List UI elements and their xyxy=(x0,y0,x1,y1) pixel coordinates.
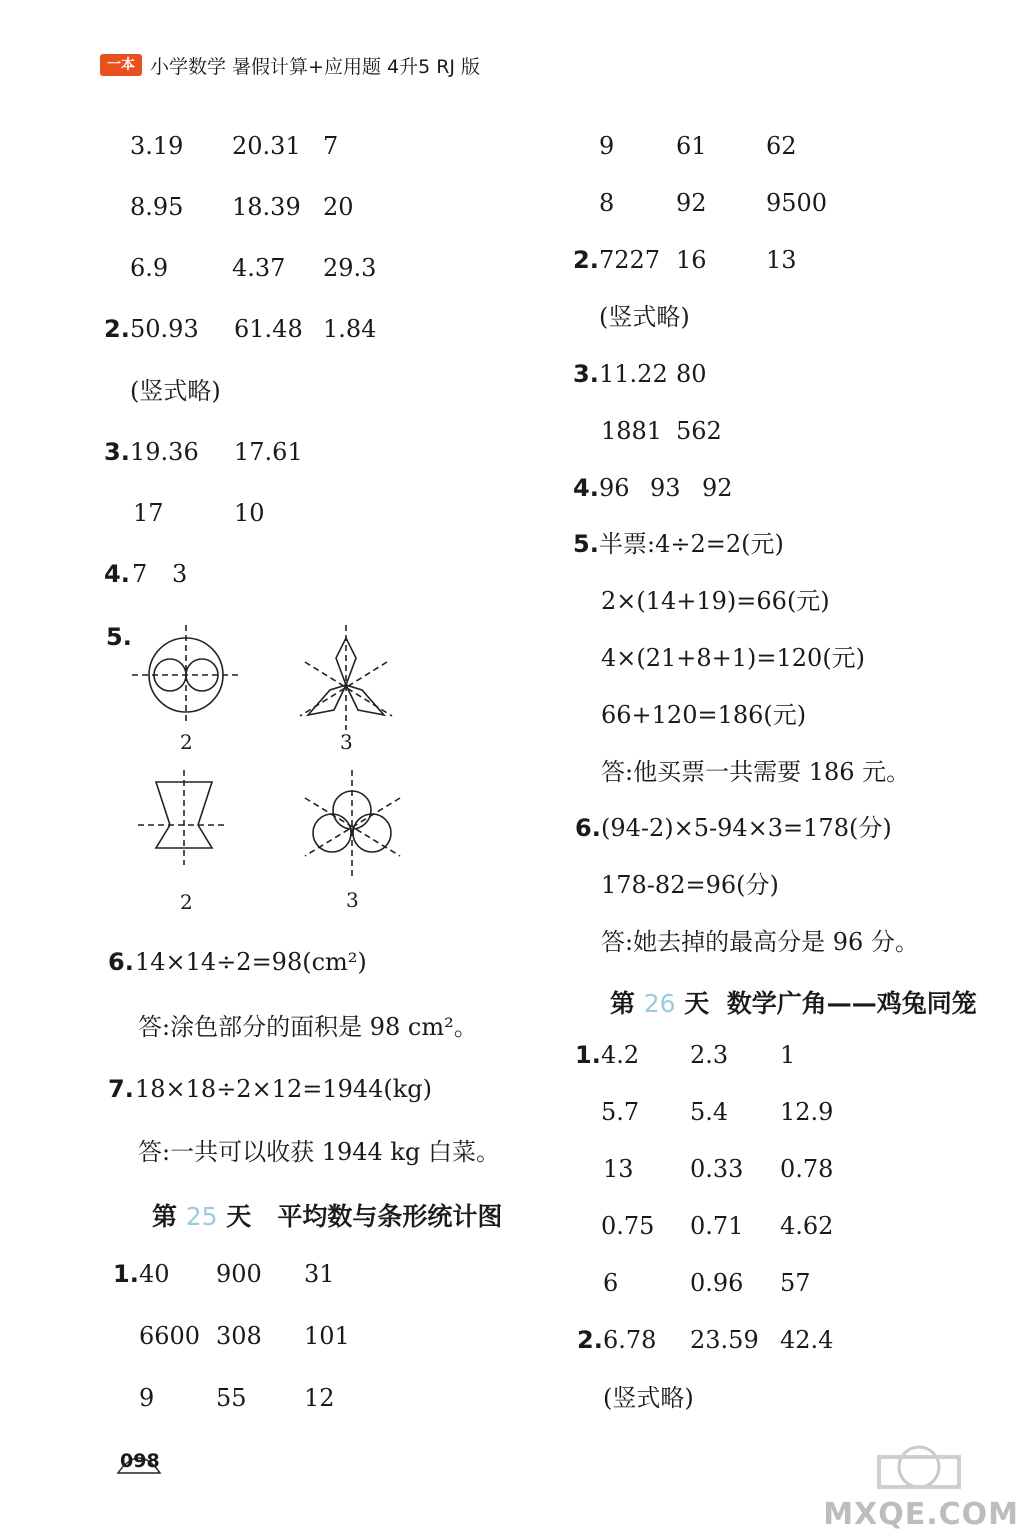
equation: 66+120=186(元) xyxy=(601,701,807,729)
answer-cell: 8 xyxy=(599,189,615,217)
answer-cell: 20.31 xyxy=(232,132,301,160)
question-number: 2. xyxy=(577,1326,603,1354)
question-number: 2. xyxy=(104,315,130,343)
equation: 18×18÷2×12=1944(kg) xyxy=(135,1075,433,1103)
answer-cell: 31 xyxy=(304,1260,335,1288)
figure-hourglass xyxy=(138,770,228,865)
figure-label: 2 xyxy=(180,730,193,754)
figure-label: 3 xyxy=(346,888,359,912)
answer-cell: 7 xyxy=(323,132,339,160)
answer-cell: 17.61 xyxy=(234,438,303,466)
answer-cell: 61 xyxy=(676,132,707,160)
answer-cell: 0.33 xyxy=(690,1155,744,1183)
header-title: 小学数学 暑假计算+应用题 4升5 RJ 版 xyxy=(150,56,481,78)
answer-sentence: 答:涂色部分的面积是 98 cm²。 xyxy=(138,1013,478,1041)
equation: 4×(21+8+1)=120(元) xyxy=(601,644,866,672)
answer-cell: 92 xyxy=(702,474,733,502)
answer-cell: 50.93 xyxy=(130,315,199,343)
answer-cell: 10 xyxy=(234,499,265,527)
answer-sentence: 答:她去掉的最高分是 96 分。 xyxy=(601,928,919,956)
answer-cell: 93 xyxy=(650,474,681,502)
question-number: 1. xyxy=(575,1041,601,1069)
answer-cell: 5.4 xyxy=(690,1098,729,1126)
note-text: (竖式略) xyxy=(130,377,221,405)
figure-label: 3 xyxy=(340,730,353,754)
answer-cell: 1.84 xyxy=(323,315,377,343)
question-number: 1. xyxy=(113,1260,139,1288)
answer-cell: 4.37 xyxy=(232,254,286,282)
answer-cell: 2.3 xyxy=(690,1041,729,1069)
answer-cell: 1881 xyxy=(601,417,663,445)
answer-cell: 29.3 xyxy=(323,254,377,282)
question-number: 3. xyxy=(573,360,599,388)
answer-cell: 40 xyxy=(139,1260,170,1288)
figure-three-kites xyxy=(300,625,392,730)
answer-cell: 562 xyxy=(676,417,722,445)
answer-cell: 3 xyxy=(172,560,188,588)
question-number: 3. xyxy=(104,438,130,466)
page-number: 098 xyxy=(120,1450,160,1472)
equation: (94-2)×5-94×3=178(分) xyxy=(601,814,892,842)
watermark-graphic-icon xyxy=(859,1417,979,1507)
equation: 半票:4÷2=2(元) xyxy=(599,530,784,558)
answer-cell: 57 xyxy=(780,1269,811,1297)
answer-cell: 20 xyxy=(323,193,354,221)
question-number: 7. xyxy=(108,1075,134,1103)
answer-cell: 11.22 xyxy=(599,360,668,388)
answer-cell: 62 xyxy=(766,132,797,160)
equation: 178-82=96(分) xyxy=(601,871,779,899)
answer-cell: 1 xyxy=(780,1041,796,1069)
symmetry-figures xyxy=(120,620,420,920)
answer-sentence: 答:他买票一共需要 186 元。 xyxy=(601,758,911,786)
answer-cell: 0.78 xyxy=(780,1155,834,1183)
answer-cell: 9 xyxy=(139,1384,155,1412)
answer-cell: 23.59 xyxy=(690,1326,759,1354)
answer-cell: 17 xyxy=(133,499,164,527)
answer-cell: 61.48 xyxy=(234,315,303,343)
answer-cell: 308 xyxy=(216,1322,262,1350)
note-text: (竖式略) xyxy=(603,1384,694,1412)
section-heading-day26: 第 26 天 数学广角——鸡兔同笼 xyxy=(610,989,977,1018)
answer-cell: 4.62 xyxy=(780,1212,834,1240)
answer-cell: 7227 xyxy=(599,246,661,274)
answer-cell: 55 xyxy=(216,1384,247,1412)
answer-cell: 92 xyxy=(676,189,707,217)
answer-cell: 12 xyxy=(304,1384,335,1412)
answer-cell: 12.9 xyxy=(780,1098,834,1126)
figure-label: 2 xyxy=(180,890,193,914)
answer-cell: 19.36 xyxy=(130,438,199,466)
question-number: 6. xyxy=(108,948,134,976)
answer-cell: 6.9 xyxy=(130,254,169,282)
answer-cell: 13 xyxy=(766,246,797,274)
answer-cell: 900 xyxy=(216,1260,262,1288)
answer-cell: 0.71 xyxy=(690,1212,744,1240)
equation: 2×(14+19)=66(元) xyxy=(601,587,830,615)
answer-cell: 8.95 xyxy=(130,193,184,221)
brand-logo: 一本 xyxy=(100,54,142,76)
answer-cell: 6600 xyxy=(139,1322,201,1350)
answer-cell: 18.39 xyxy=(232,193,301,221)
answer-sentence: 答:一共可以收获 1944 kg 白菜。 xyxy=(138,1138,500,1166)
question-number: 5. xyxy=(106,623,132,651)
answer-cell: 4.2 xyxy=(601,1041,640,1069)
figure-circle-two-circles xyxy=(132,625,238,722)
answer-cell: 13 xyxy=(603,1155,634,1183)
note-text: (竖式略) xyxy=(599,303,690,331)
answer-cell: 16 xyxy=(676,246,707,274)
answer-cell: 9 xyxy=(599,132,615,160)
answer-cell: 42.4 xyxy=(780,1326,834,1354)
question-number: 4. xyxy=(573,474,599,502)
answer-cell: 6.78 xyxy=(603,1326,657,1354)
answer-cell: 0.96 xyxy=(690,1269,744,1297)
question-number: 4. xyxy=(104,560,130,588)
answer-cell: 80 xyxy=(676,360,707,388)
answer-cell: 7 xyxy=(132,560,148,588)
equation: 14×14÷2=98(cm²) xyxy=(135,948,367,976)
figure-three-circles xyxy=(305,770,400,880)
section-heading-day25: 第 25 天 平均数与条形统计图 xyxy=(152,1202,503,1231)
answer-cell: 6 xyxy=(603,1269,619,1297)
question-number: 6. xyxy=(575,814,601,842)
watermark: MXQE.COM xyxy=(823,1497,1019,1532)
answer-cell: 96 xyxy=(599,474,630,502)
answer-cell: 0.75 xyxy=(601,1212,655,1240)
question-number: 2. xyxy=(573,246,599,274)
answer-cell: 3.19 xyxy=(130,132,184,160)
answer-cell: 9500 xyxy=(766,189,828,217)
question-number: 5. xyxy=(573,530,599,558)
page-number-badge xyxy=(114,1447,164,1479)
answer-cell: 101 xyxy=(304,1322,350,1350)
answer-cell: 5.7 xyxy=(601,1098,640,1126)
